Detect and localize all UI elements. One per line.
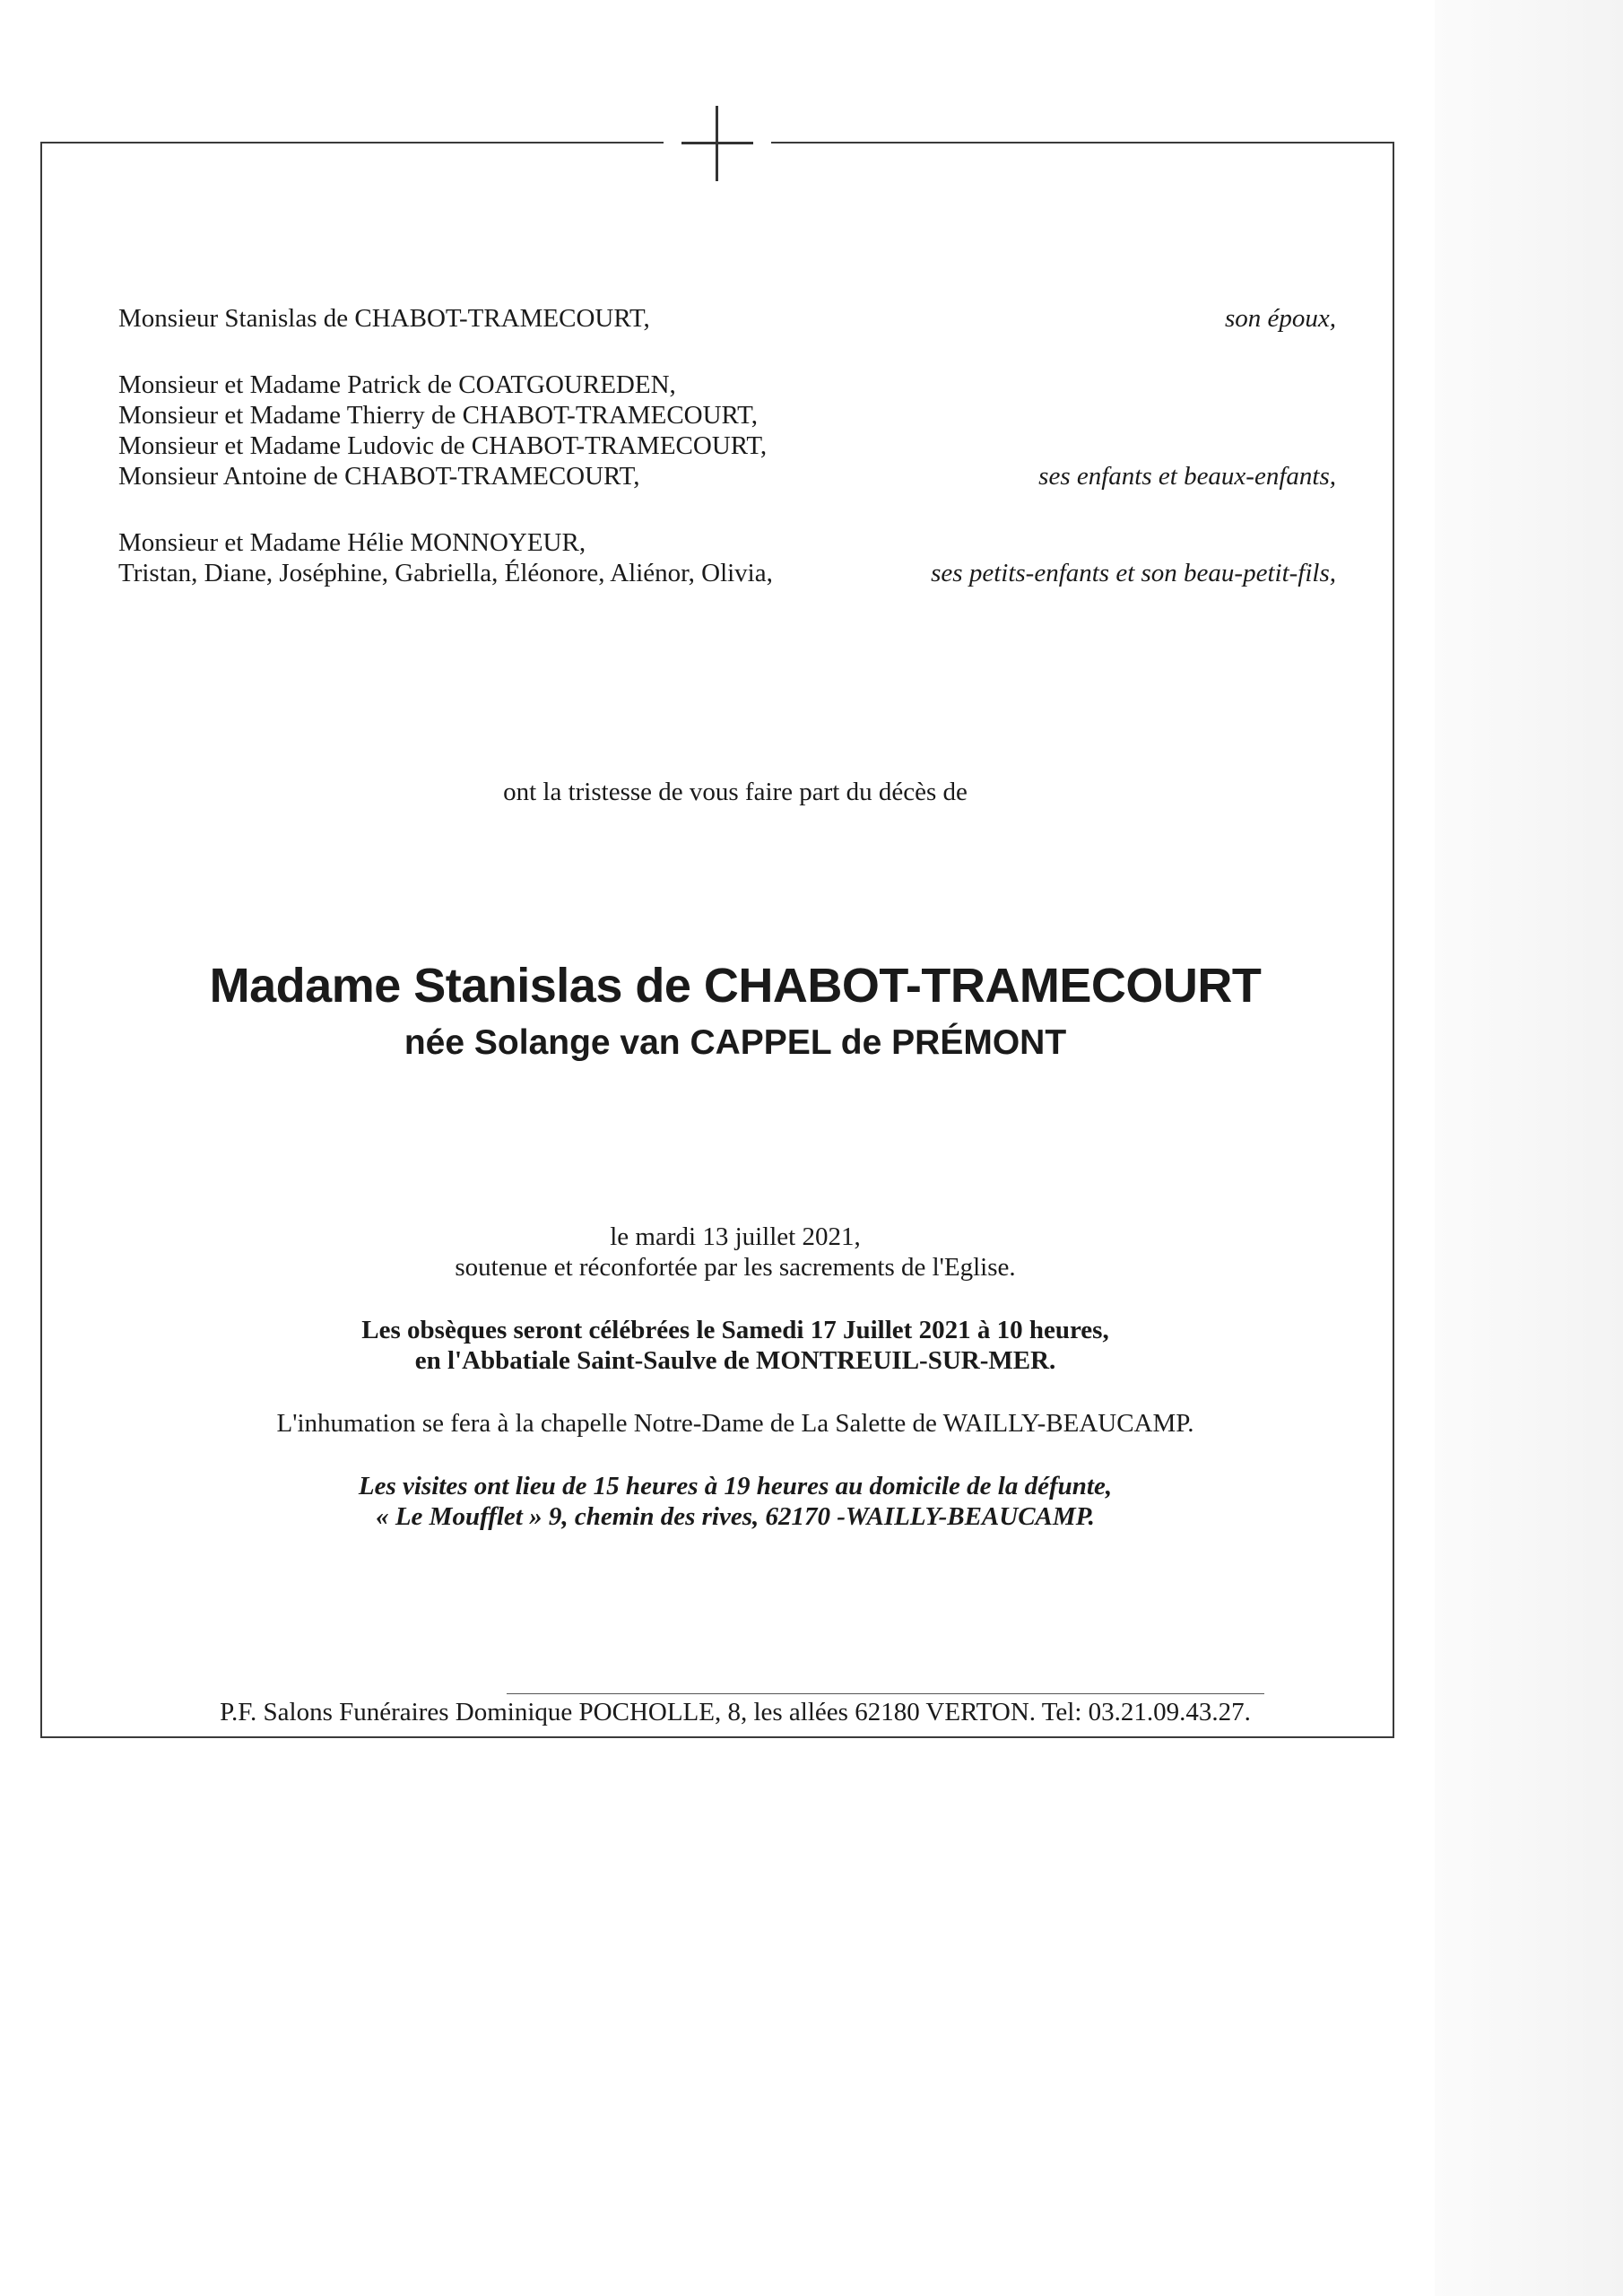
burial-line: L'inhumation se fera à la chapelle Notre-Dame de La Salette de WAILLY-BEAUCAMP. [276, 1409, 1194, 1438]
family-name-line: Monsieur et Madame Hélie MONNOYEUR, [118, 528, 586, 557]
visits-line-2: « Le Moufflet » 9, chemin des rives, 62170 -WAILLY-BEAUCAMP. [376, 1502, 1095, 1531]
scan-edge-shadow [1435, 0, 1623, 2296]
deceased-name: Madame Stanislas de CHABOT-TRAMECOURT [209, 959, 1262, 1013]
sacraments-line: soutenue et réconfortée par les sacrements de l'Eglise. [455, 1253, 1016, 1282]
family-name-line: Monsieur Stanislas de CHABOT-TRAMECOURT, [118, 304, 650, 333]
family-name-line: Monsieur et Madame Thierry de CHABOT-TRAMECOURT, [118, 401, 758, 430]
family-relation: ses petits-enfants et son beau-petit-fils, [931, 559, 1336, 587]
announcement-intro: ont la tristesse de vous faire part du décès de [503, 778, 968, 806]
death-date: le mardi 13 juillet 2021, [610, 1222, 861, 1251]
funeral-line-2: en l'Abbatiale Saint-Saulve de MONTREUIL-SUR-MER. [414, 1346, 1056, 1375]
visits-line-1: Les visites ont lieu de 15 heures à 19 heures au domicile de la défunte, [358, 1472, 1113, 1500]
funeral-line-1: Les obsèques seront célébrées le Samedi 17 Juillet 2021 à 10 heures, [361, 1316, 1109, 1344]
footer-rule [507, 1693, 1264, 1694]
family-name-line: Monsieur Antoine de CHABOT-TRAMECOURT, [118, 462, 640, 491]
family-name-line: Monsieur et Madame Patrick de COATGOUREDEN, [118, 370, 676, 399]
family-relation: son époux, [1224, 304, 1336, 333]
family-relation: ses enfants et beaux-enfants, [1038, 462, 1336, 491]
family-name-line: Tristan, Diane, Joséphine, Gabriella, Éléonore, Aliénor, Olivia, [118, 559, 773, 587]
funeral-home-footer: P.F. Salons Funéraires Dominique POCHOLLE, 8, les allées 62180 VERTON. Tel: 03.21.09.43.27. [220, 1698, 1251, 1726]
deceased-birth-name: née Solange van CAPPEL de PRÉMONT [404, 1023, 1067, 1062]
family-name-line: Monsieur et Madame Ludovic de CHABOT-TRAMECOURT, [118, 431, 768, 460]
cross-icon [681, 106, 753, 181]
